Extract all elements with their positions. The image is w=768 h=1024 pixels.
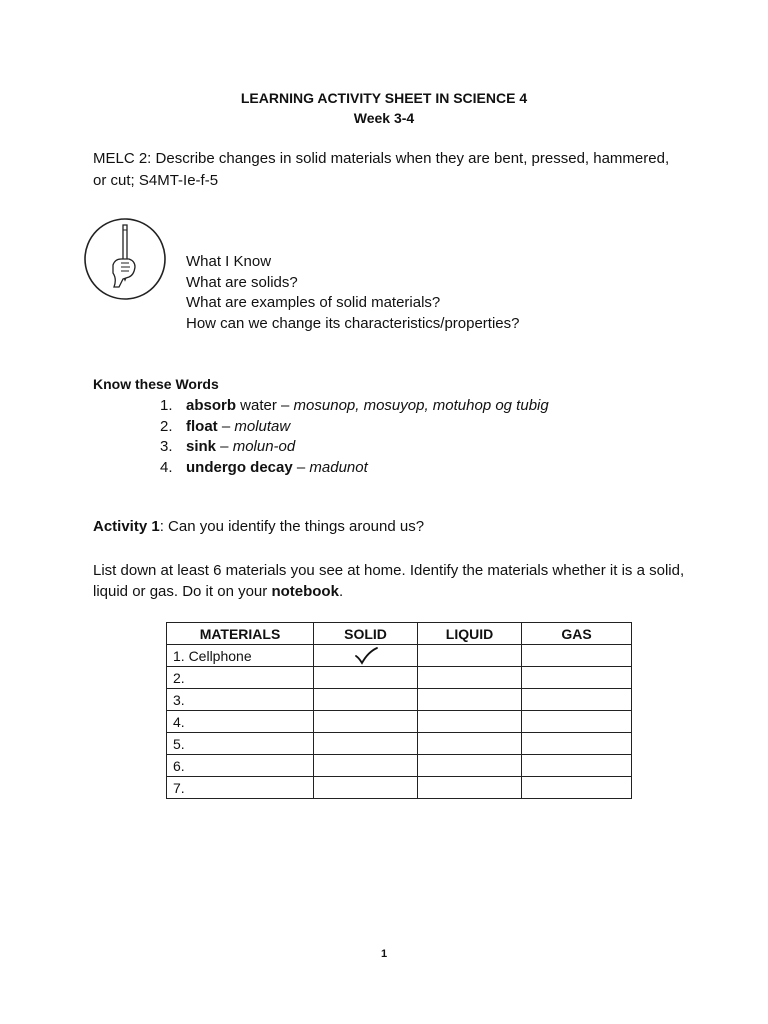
instructions-text: List down at least 6 materials you see at home. Identify the materials whether it is a solid, liquid or gas. Do it on your [93, 562, 685, 600]
column-header-materials: MATERIALS [167, 623, 314, 645]
liquid-cell [418, 667, 522, 689]
translation: madunot [309, 458, 368, 476]
liquid-cell [418, 711, 522, 733]
list-item [160, 458, 549, 479]
table-row [167, 777, 632, 799]
term-rest: – [216, 438, 233, 455]
material-cell: 6. [167, 755, 314, 777]
solid-cell [314, 733, 418, 755]
item-number: 3. [160, 438, 173, 455]
activity-heading [93, 518, 424, 535]
solid-cell [314, 755, 418, 777]
translation: mosunop, mosuyop, motuhop og tubig [293, 397, 549, 414]
material-cell: 5. [167, 733, 314, 755]
table-row [167, 645, 632, 667]
material-cell: 7. [167, 777, 314, 799]
table-row [167, 733, 632, 755]
list-item [160, 396, 549, 417]
table-header-row [167, 623, 632, 645]
gas-cell [522, 777, 632, 799]
term: float [186, 417, 218, 435]
translation: molun-od [232, 438, 296, 455]
column-header-solid: SOLID [314, 623, 418, 645]
vocabulary-list [160, 396, 549, 478]
page-number: 1 [380, 948, 388, 960]
liquid-cell [418, 733, 522, 755]
instructions-bold: notebook [271, 583, 339, 600]
gas-cell [522, 689, 632, 711]
sheet-title: LEARNING ACTIVITY SHEET IN SCIENCE 4 [240, 90, 528, 106]
what-i-know-block [186, 252, 520, 334]
gas-cell [522, 755, 632, 777]
material-cell: 2. [167, 667, 314, 689]
instructions-end: . [338, 583, 344, 600]
translation: molutaw [234, 417, 291, 435]
activity-question: : Can you identify the things around us? [159, 518, 425, 535]
question-item: How can we change its characteristics/properties? [186, 314, 520, 332]
term-rest: water – [236, 397, 294, 414]
gas-cell [522, 711, 632, 733]
column-header-liquid: LIQUID [418, 623, 522, 645]
checkmark-icon [353, 646, 379, 666]
melc-text: MELC 2: Describe changes in solid materials when they are bent, pressed, hammered, or cut; S4MT-Ie-f-5 [93, 150, 670, 189]
know-words-heading: Know these Words [93, 376, 219, 392]
list-item [160, 417, 549, 438]
materials-table [166, 622, 632, 799]
solid-cell [314, 645, 418, 667]
table-row [167, 711, 632, 733]
item-number: 4. [160, 458, 173, 476]
gas-cell [522, 645, 632, 667]
table-row [167, 667, 632, 689]
liquid-cell [418, 777, 522, 799]
term: absorb [186, 397, 237, 414]
list-item [160, 437, 549, 458]
material-cell: 1. Cellphone [167, 645, 314, 667]
table-row [167, 755, 632, 777]
gas-cell [522, 733, 632, 755]
solid-cell [314, 689, 418, 711]
item-number: 1. [160, 397, 173, 414]
activity-label: Activity 1 [93, 518, 160, 535]
solid-cell [314, 667, 418, 689]
week-label: Week 3-4 [353, 110, 415, 126]
liquid-cell [418, 689, 522, 711]
what-i-know-heading: What I Know [186, 253, 272, 270]
solid-cell [314, 711, 418, 733]
liquid-cell [418, 645, 522, 667]
term-rest: – [292, 458, 310, 476]
pencil-hand-icon [83, 217, 167, 301]
term-rest: – [217, 417, 235, 435]
item-number: 2. [160, 417, 173, 435]
column-header-gas: GAS [522, 623, 632, 645]
term: sink [186, 438, 217, 455]
material-cell: 4. [167, 711, 314, 733]
table-row [167, 689, 632, 711]
gas-cell [522, 667, 632, 689]
activity-instructions [93, 560, 693, 602]
material-cell: 3. [167, 689, 314, 711]
term: undergo decay [186, 458, 293, 476]
liquid-cell [418, 755, 522, 777]
question-item: What are solids? [186, 273, 298, 291]
question-item: What are examples of solid materials? [186, 294, 441, 311]
solid-cell [314, 777, 418, 799]
